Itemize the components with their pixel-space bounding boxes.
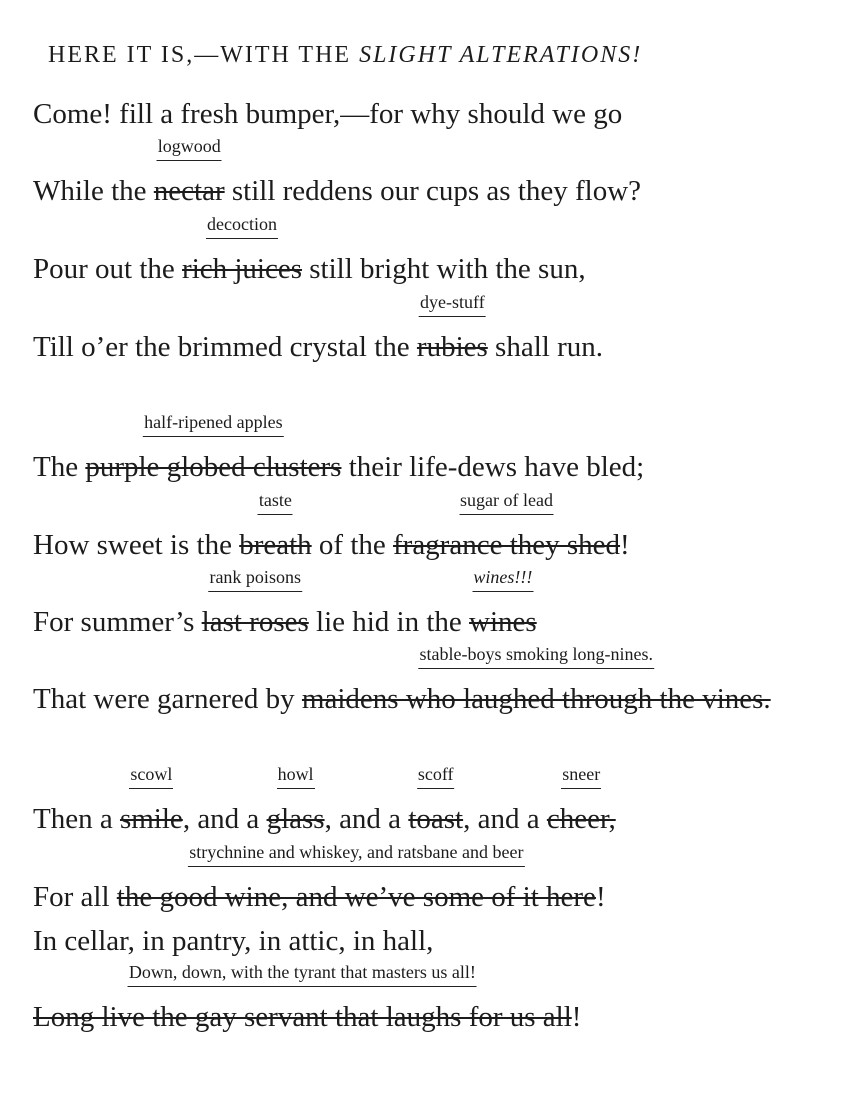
line-text: of the bbox=[311, 529, 393, 561]
inserted-replacement-text: scowl bbox=[129, 765, 173, 789]
poem-line bbox=[33, 292, 603, 363]
poem-line bbox=[33, 412, 645, 483]
inserted-replacement-text: howl bbox=[277, 765, 315, 789]
poem-line bbox=[33, 927, 433, 956]
line-text: For summer’s bbox=[33, 606, 202, 638]
line-text: still reddens our cups as they flow? bbox=[224, 175, 642, 207]
inserted-replacement-text: stable-boys smoking long-nines. bbox=[419, 645, 654, 669]
struck-original-text: cheer, bbox=[546, 803, 616, 835]
alteration bbox=[119, 764, 183, 835]
alteration bbox=[416, 292, 488, 363]
struck-original-text: breath bbox=[239, 529, 312, 561]
poem-line bbox=[33, 644, 771, 715]
inserted-replacement-text: rank poisons bbox=[208, 568, 302, 592]
struck-original-text: Long live the gay servant that laughs for us all bbox=[33, 1001, 572, 1033]
alteration bbox=[301, 644, 771, 715]
alteration bbox=[239, 490, 312, 561]
alteration bbox=[116, 842, 596, 913]
inserted-replacement-text: sneer bbox=[561, 765, 601, 789]
line-text: Pour out the bbox=[33, 253, 183, 285]
inserted-replacement-text: Down, down, with the tyrant that masters us all! bbox=[128, 963, 477, 987]
line-text: their life-dews have bled; bbox=[341, 451, 645, 483]
inserted-replacement-text: scoff bbox=[417, 765, 455, 789]
alteration bbox=[266, 764, 325, 835]
line-text: , and a bbox=[463, 803, 547, 835]
poem-line bbox=[33, 567, 537, 638]
alteration bbox=[182, 214, 303, 285]
line-text: While the bbox=[33, 175, 154, 207]
poem-line bbox=[33, 490, 630, 561]
struck-original-text: rubies bbox=[416, 331, 488, 363]
line-text: Come! fill a fresh bumper,—for why should we go bbox=[33, 98, 623, 130]
poem-line bbox=[33, 842, 606, 913]
alteration bbox=[33, 962, 572, 1033]
poem-line bbox=[33, 214, 586, 285]
poem-line bbox=[33, 962, 582, 1033]
inserted-replacement-text: logwood bbox=[157, 137, 222, 161]
struck-original-text: smile bbox=[119, 803, 183, 835]
inserted-replacement-text: decoction bbox=[206, 215, 278, 239]
poem-line bbox=[33, 136, 642, 207]
line-text: , and a bbox=[182, 803, 267, 835]
inserted-replacement-text: half-ripened apples bbox=[143, 413, 283, 437]
line-text: For all bbox=[33, 881, 117, 913]
alteration bbox=[85, 412, 342, 483]
line-text: The bbox=[33, 451, 86, 483]
poem-line bbox=[33, 764, 616, 835]
alteration bbox=[153, 136, 225, 207]
alteration bbox=[393, 490, 621, 561]
inserted-replacement-text: dye-stuff bbox=[419, 293, 486, 317]
line-text: How sweet is the bbox=[33, 529, 240, 561]
poem-line bbox=[33, 100, 622, 129]
struck-original-text: the good wine, and we’ve some of it here bbox=[116, 881, 596, 913]
alteration bbox=[469, 567, 537, 638]
struck-original-text: wines bbox=[469, 606, 537, 638]
struck-original-text: nectar bbox=[153, 175, 225, 207]
struck-original-text: rich juices bbox=[182, 253, 303, 285]
alteration bbox=[408, 764, 464, 835]
struck-original-text: toast bbox=[408, 803, 464, 835]
alteration bbox=[546, 764, 616, 835]
inserted-replacement-text: wines!!! bbox=[472, 568, 533, 592]
heading-emphasis: SLIGHT ALTERATIONS! bbox=[359, 42, 643, 68]
struck-original-text: glass bbox=[266, 803, 325, 835]
line-text: ! bbox=[620, 529, 630, 561]
poem-heading bbox=[48, 42, 642, 69]
line-text: ! bbox=[571, 1001, 582, 1033]
inserted-replacement-text: taste bbox=[258, 491, 293, 515]
line-text: That were garnered by bbox=[33, 683, 302, 715]
struck-original-text: fragrance they shed bbox=[393, 529, 621, 561]
heading-prefix: HERE IT IS,—WITH THE bbox=[48, 42, 360, 68]
line-text: Then a bbox=[33, 803, 120, 835]
struck-original-text: maidens who laughed through the vines. bbox=[301, 683, 771, 715]
line-text: still bright with the sun, bbox=[302, 253, 586, 285]
line-text: shall run. bbox=[487, 331, 603, 363]
inserted-replacement-text: sugar of lead bbox=[459, 491, 554, 515]
line-text: ! bbox=[595, 881, 606, 913]
inserted-replacement-text: strychnine and whiskey, and ratsbane and beer bbox=[188, 843, 524, 867]
line-text: , and a bbox=[324, 803, 409, 835]
line-text: Till o’er the brimmed crystal the bbox=[33, 331, 417, 363]
struck-original-text: last roses bbox=[201, 606, 309, 638]
line-text: In cellar, in pantry, in attic, in hall, bbox=[33, 925, 434, 957]
struck-original-text: purple globed clusters bbox=[85, 451, 342, 483]
alteration bbox=[201, 567, 309, 638]
line-text: lie hid in the bbox=[308, 606, 470, 638]
